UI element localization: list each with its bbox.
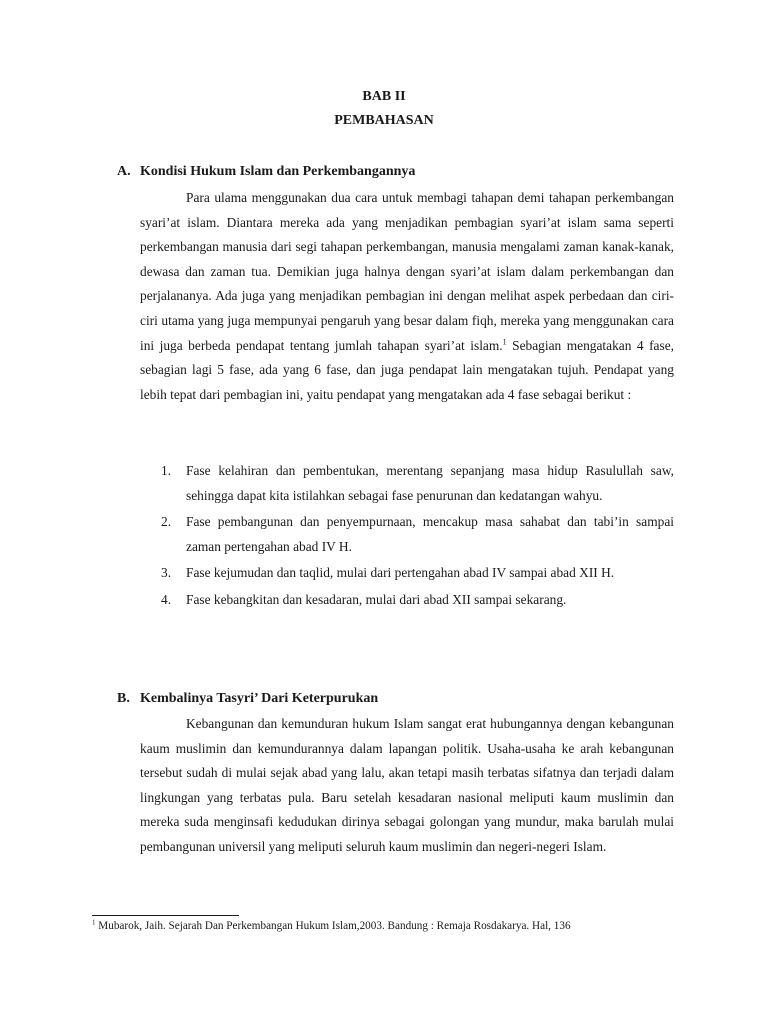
chapter-title: PEMBAHASAN — [334, 113, 434, 128]
section-a-text-part1: Para ulama menggunakan dua cara untuk membagi tahapan demi tahapan perkembangan syari’at islam. Diantara mereka ada yang menjadikan pembagian syari’at islam sama seperti perkembangan manusia dari segi tahapan perkembangan, manusia mengalami zaman kanak-kanak, dewasa dan zaman tua. Demikian juga halnya dengan syari’at islam dalam perkembangan dan perjalananya. Ada juga yang menjadikan pembagian ini dengan melihat aspek perbedaan dan ciri-ciri utama yang juga mempunyai pengaruh yang besar dalam fiqh, mereka yang menggunakan cara ini juga berbeda pendapat tentang jumlah tahapan syari’at islam. — [140, 190, 674, 353]
section-b-title: Kembalinya Tasyri’ Dari Keterpurukan — [140, 691, 379, 706]
section-b-letter: B. — [117, 691, 130, 706]
list-item-number: 1. — [161, 463, 172, 478]
footnote-text: Mubarok, Jaih. Sejarah Dan Perkembangan Hukum Islam,2003. Bandung : Remaja Rosdakarya. Hal, 136 — [95, 920, 571, 932]
list-item-text: Fase kelahiran dan pembentukan, merentang sepanjang masa hidup Rasulullah saw, sehingga dapat kita istilahkan sebagai fase penurunan dan kedatangan wahyu. — [186, 463, 674, 503]
list-item — [140, 588, 674, 613]
footnote-number: 1 — [92, 918, 96, 927]
list-item-text: Fase kebangkitan dan kesadaran, mulai dari abad XII sampai sekarang. — [186, 591, 567, 607]
list-item — [140, 459, 674, 508]
footnote-separator — [92, 915, 239, 916]
chapter-number: BAB II — [362, 89, 406, 104]
section-a-letter: A. — [117, 164, 131, 179]
section-a-text-part2: Sebagian mengatakan 4 fase, sebagian lagi 5 fase, ada yang 6 fase, dan juga pendapat lain mengatakan tujuh. Pendapat yang lebih tepat dari pembagian ini, yaitu pendapat yang mengatakan ada 4 fase sebagai berikut : — [140, 337, 675, 402]
section-b-paragraph: Kebangunan dan kemunduran hukum Islam sangat erat hubungannya dengan kebangunan kaum muslimin dan kemundurannya dalam lapangan politik. Usaha-usaha ke arah kebangunan tersebut sudah di mulai sejak abad yang lalu, akan tetapi masih terbatas sifatnya dan terjadi dalam lingkungan yang terbatas pula. Baru setelah kesadaran nasional meliputi kaum muslimin dan mereka suda menginsafi kedudukan dirinya sebagai golongan yang mundur, maka barulah mulai pembangunan universil yang meliputi seluruh kaum muslimin dan negeri-negeri Islam. — [140, 716, 674, 854]
section-b-heading — [117, 691, 378, 707]
phase-list — [140, 459, 674, 615]
section-a-title: Kondisi Hukum Islam dan Perkembangannya — [140, 164, 416, 179]
section-a-heading — [117, 164, 415, 180]
list-item-number: 4. — [161, 591, 172, 607]
list-item — [140, 510, 674, 559]
list-item-text: Fase kejumudan dan taqlid, mulai dari pertengahan abad IV sampai abad XII H. — [186, 565, 615, 581]
section-a-paragraph — [140, 186, 674, 407]
footnote — [92, 920, 571, 932]
list-item — [140, 561, 674, 586]
list-item-number: 3. — [161, 565, 172, 581]
footnote-reference: 1 — [502, 337, 507, 347]
list-item-text: Fase pembangunan dan penyempurnaan, mencakup masa sahabat dan tabi’in sampai zaman pertengahan abad IV H. — [186, 514, 674, 554]
list-item-number: 2. — [161, 514, 172, 530]
